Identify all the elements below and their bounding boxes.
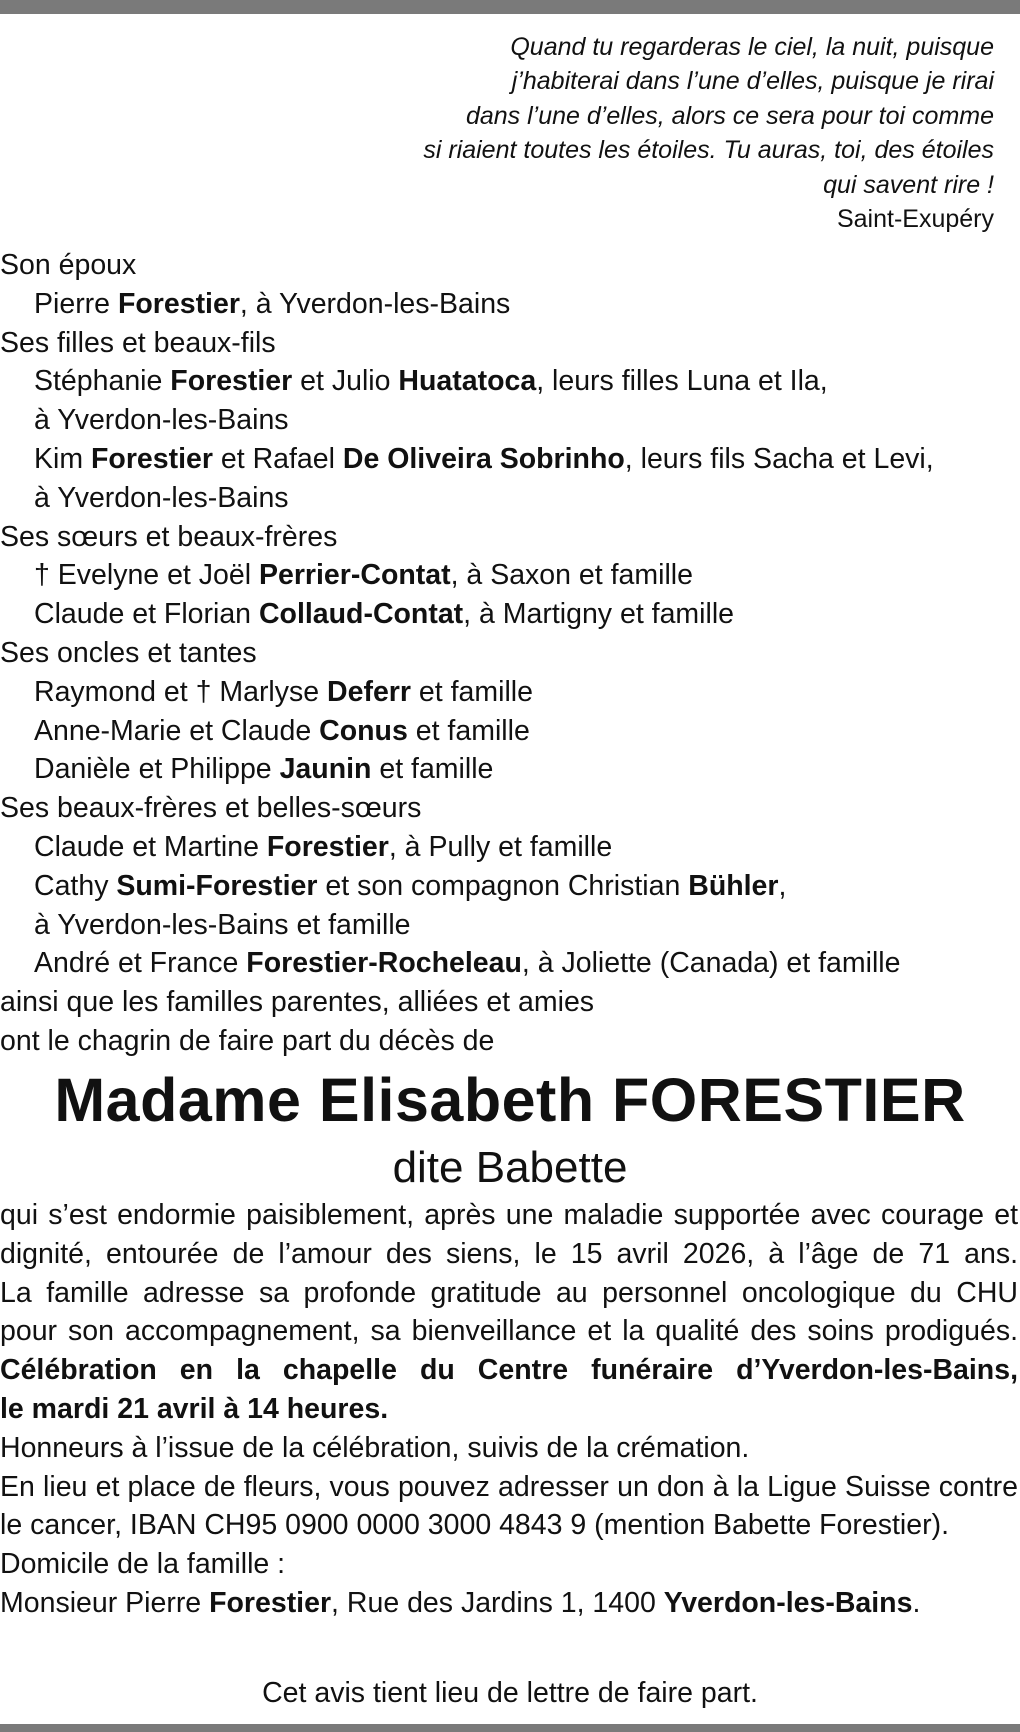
ceremony-line: Célébration en la chapelle du Centre funéraire d’Yverdon-les-Bains,	[0, 1354, 1018, 1387]
family-address: Monsieur Pierre Forestier, Rue des Jardins 1, 1400 Yverdon-les-Bains.	[0, 1586, 921, 1619]
family-member-location: à Yverdon-les-Bains et famille	[34, 908, 411, 941]
announcement-line: ont le chagrin de faire part du décès de	[0, 1024, 495, 1057]
deceased-name: Madame Elisabeth FORESTIER	[54, 1066, 966, 1134]
family-member: Kim Forestier et Rafael De Oliveira Sobrinho, leurs fils Sacha et Levi,	[34, 442, 934, 475]
family-member: Claude et Florian Collaud-Contat, à Martigny et famille	[34, 598, 735, 631]
family-list	[0, 246, 1010, 1061]
family-others: ainsi que les familles parentes, alliées et amies	[0, 986, 595, 1019]
family-heading-uncles: Ses oncles et tantes	[0, 636, 257, 669]
family-member: Stéphanie Forestier et Julio Huatatoca, leurs filles Luna et Ila,	[34, 365, 828, 398]
ceremony-line: le mardi 21 avril à 14 heures.	[0, 1392, 389, 1425]
quote-line: j’habiterai dans l’une d’elles, puisque je rirai	[511, 67, 994, 96]
family-heading-inlaws: Ses beaux-frères et belles-sœurs	[0, 792, 422, 825]
family-heading-spouse: Son époux	[0, 249, 137, 281]
family-member: Claude et Martine Forestier, à Pully et famille	[34, 830, 613, 863]
quote-line: dans l’une d’elles, alors ce sera pour toi comme	[465, 101, 994, 130]
quote-line: qui savent rire !	[823, 170, 994, 199]
honours-line: Honneurs à l’issue de la célébration, suivis de la crémation.	[0, 1431, 750, 1464]
donation-line: le cancer, IBAN CH95 0900 0000 3000 4843 9 (mention Babette Forestier).	[0, 1509, 949, 1542]
family-member-location: à Yverdon-les-Bains	[34, 404, 289, 437]
family-member: Cathy Sumi-Forestier et son compagnon Christian Bühler,	[34, 869, 787, 902]
family-member: Danièle et Philippe Jaunin et famille	[34, 753, 494, 786]
family-member: Anne-Marie et Claude Conus et famille	[34, 714, 530, 747]
family-member: Pierre Forestier, à Yverdon-les-Bains	[34, 287, 511, 320]
top-border	[0, 0, 1020, 14]
quote-line: si riaient toutes les étoiles. Tu auras, toi, des étoiles	[423, 136, 994, 165]
body-line: La famille adresse sa profonde gratitude au personnel oncologique du CHU	[0, 1276, 1018, 1309]
closing-note: Cet avis tient lieu de lettre de faire part.	[262, 1677, 758, 1709]
family-heading-sisters: Ses sœurs et beaux-frères	[0, 520, 338, 553]
body-line: qui s’est endormie paisiblement, après une maladie supportée avec courage et	[0, 1199, 1018, 1231]
domicile-heading: Domicile de la famille :	[0, 1548, 286, 1581]
family-member-location: à Yverdon-les-Bains	[34, 481, 289, 514]
notice-body	[0, 1196, 1018, 1623]
family-member: André et France Forestier-Rocheleau, à Joliette (Canada) et famille	[34, 947, 901, 980]
quote-line: Quand tu regarderas le ciel, la nuit, puisque	[510, 33, 994, 61]
epigraph-quote	[354, 30, 994, 236]
family-member: Raymond et † Marlyse Deferr et famille	[34, 675, 533, 708]
bottom-border	[0, 1724, 1020, 1732]
deceased-nickname: dite Babette	[392, 1143, 628, 1192]
body-line: dignité, entourée de l’amour des siens, le 15 avril 2026, à l’âge de 71 ans.	[0, 1237, 1018, 1270]
quote-author: Saint-Exupéry	[836, 205, 994, 234]
body-line: pour son accompagnement, sa bienveillance et la qualité des soins prodigués.	[0, 1315, 1018, 1348]
family-heading-daughters: Ses filles et beaux-fils	[0, 326, 276, 359]
donation-line: En lieu et place de fleurs, vous pouvez adresser un don à la Ligue Suisse contre	[0, 1470, 1018, 1503]
family-member: † Evelyne et Joël Perrier-Contat, à Saxon et famille	[34, 559, 693, 592]
